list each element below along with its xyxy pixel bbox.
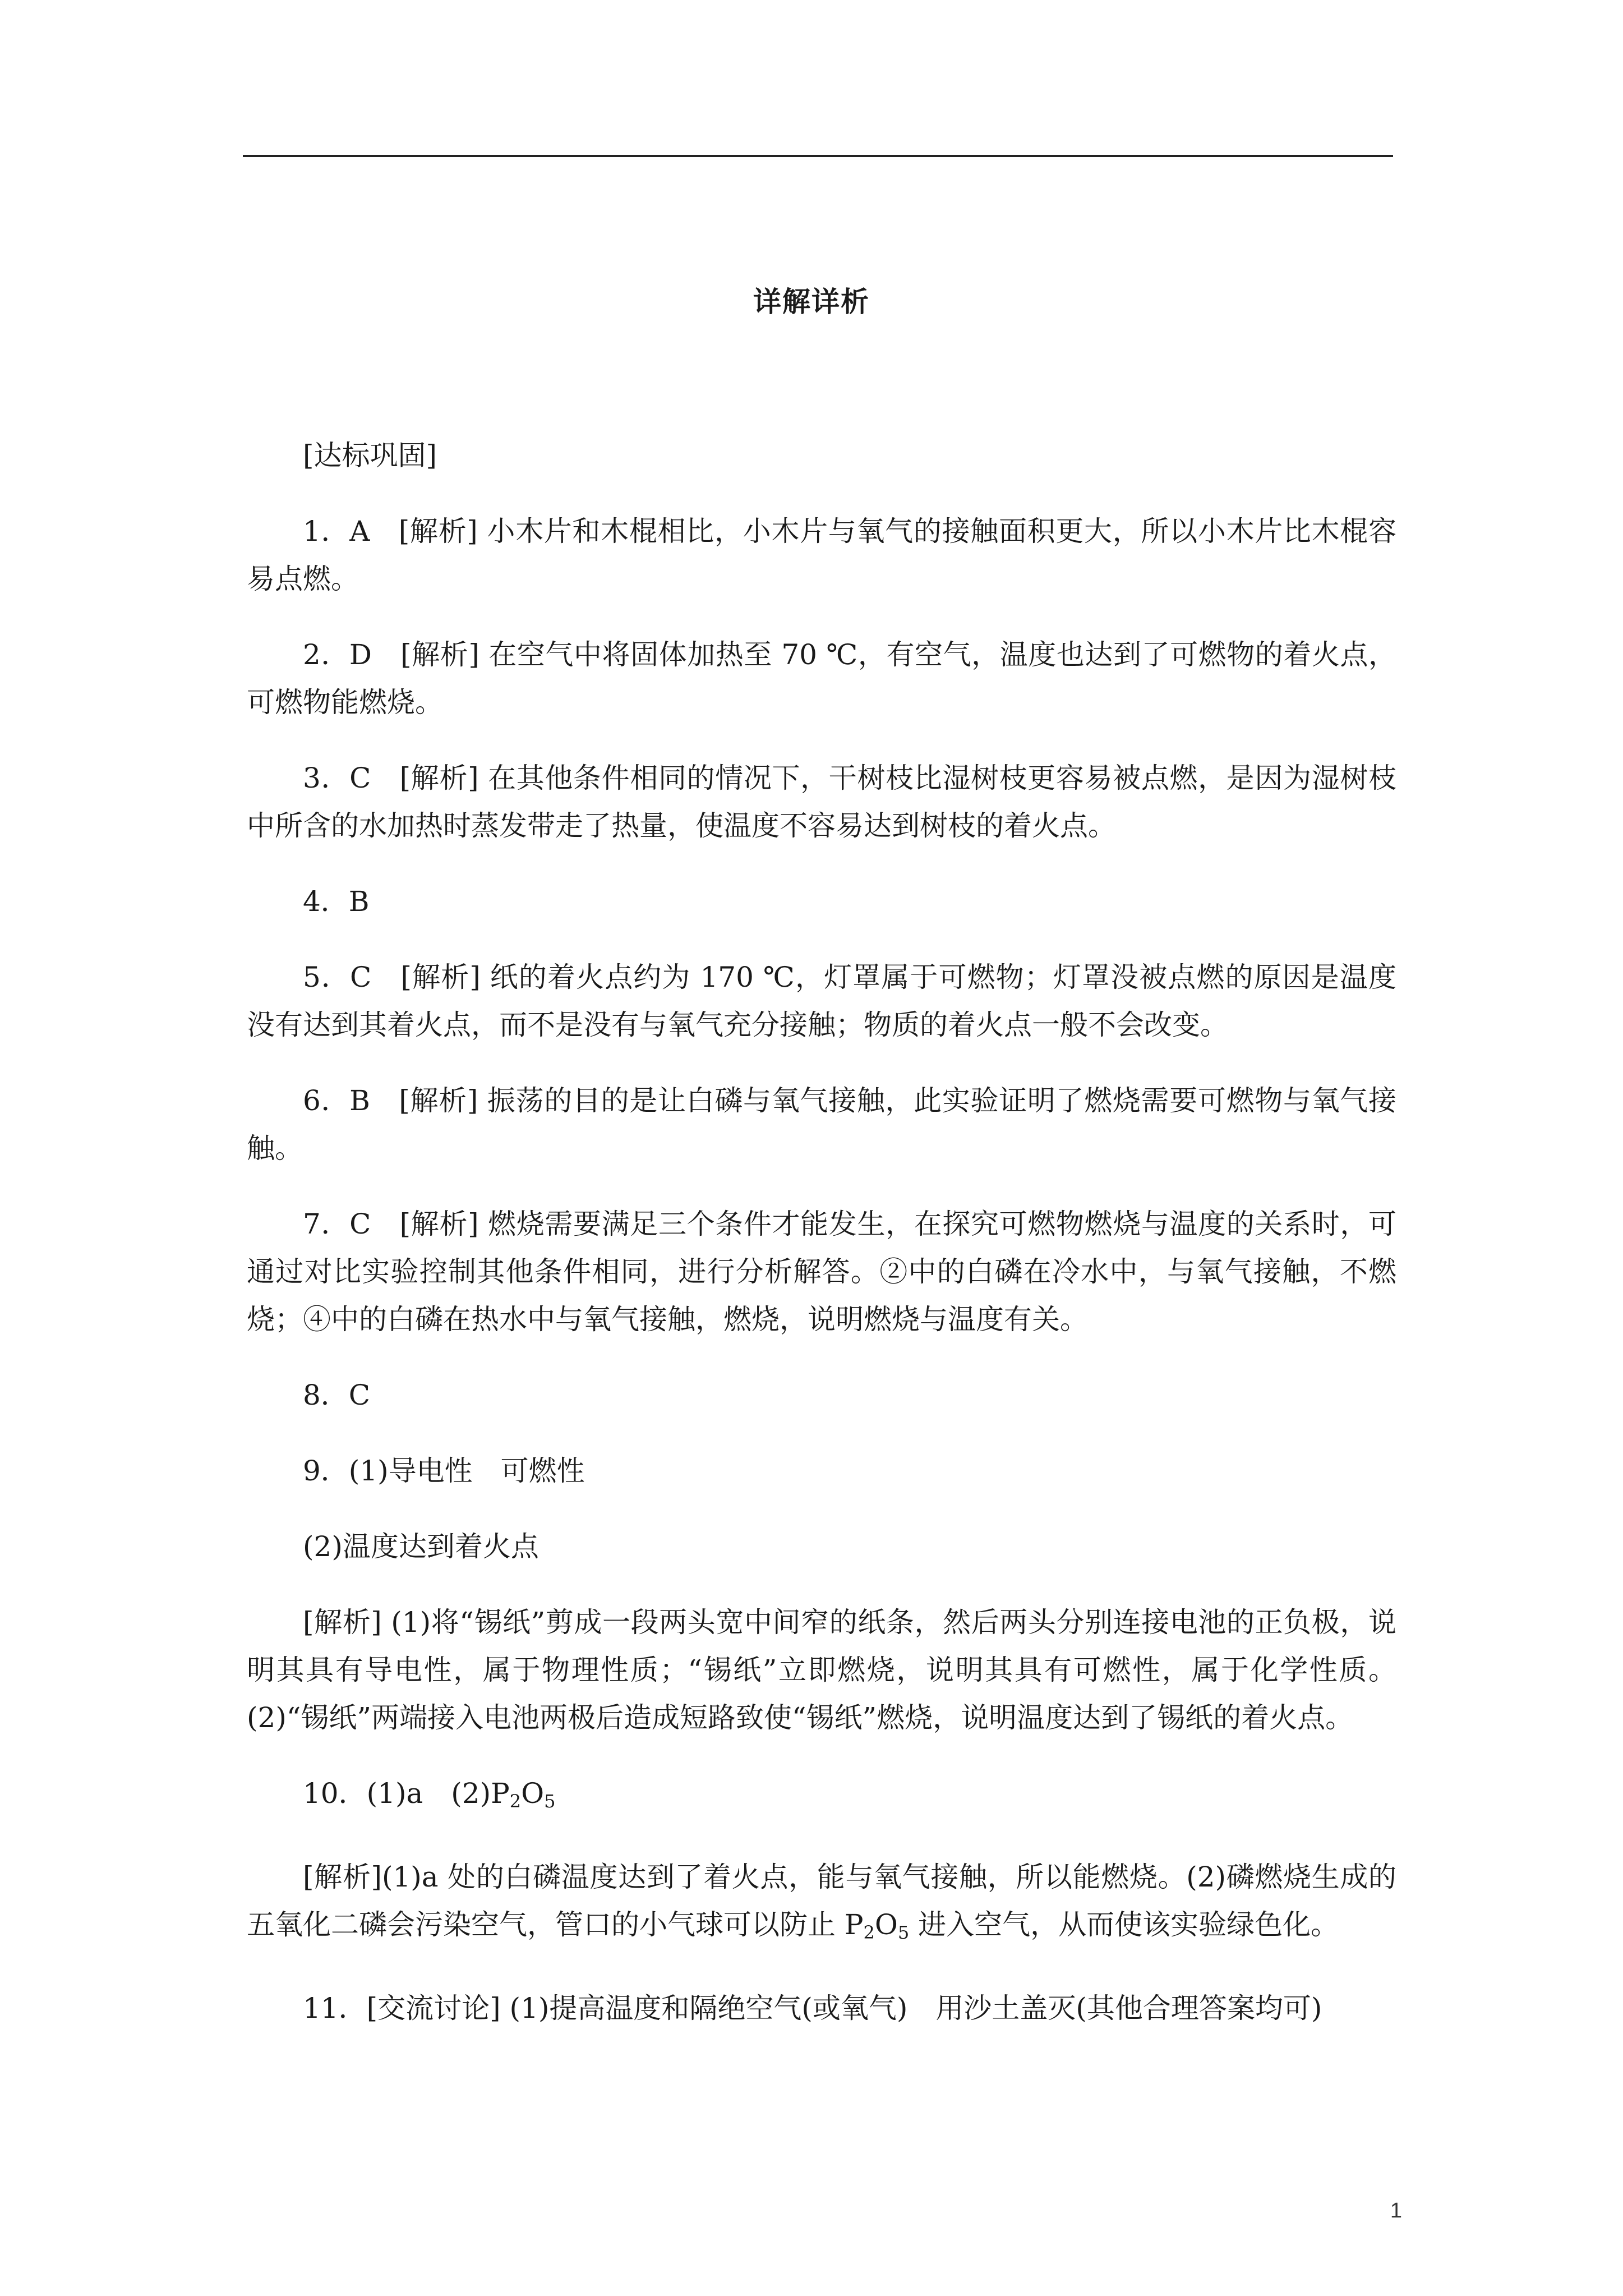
answer-10-oxygen: O <box>521 1777 545 1810</box>
answer-10 <box>247 1770 1396 1825</box>
answer-7: 7．C [解析] 燃烧需要满足三个条件才能发生，在探究可燃物燃烧与温度的关系时，可通过对比实验控制其他条件相同，进行分析解答。②中的白磷在冷水中，与氧气接触，不燃烧；④中的白磷在热水中与氧气接触，燃烧，说明燃烧与温度有关。 <box>247 1208 1396 1336</box>
answer-9-part-1: 9．(1)导电性 可燃性 <box>303 1455 585 1487</box>
answer-10-analysis-text-1: [解析](1)a 处的白磷温度达到了着火点，能与氧气接触，所以能燃烧。(2)磷燃烧生成的五氧化二磷会污染空气，管口的小气球可以防止 P <box>247 1861 1396 1941</box>
answer-10-subscript-1: 2 <box>509 1791 522 1812</box>
answer-11: 11．[交流讨论] (1)提高温度和隔绝空气(或氧气) 用沙土盖灭(其他合理答案均可) <box>303 1992 1322 2024</box>
answer-10-analysis-oxygen: O <box>874 1908 898 1941</box>
answer-10-analysis-subscript-1: 2 <box>863 1922 875 1943</box>
answer-9-analysis: [解析] (1)将“锡纸”剪成一段两头宽中间窄的纸条，然后两头分别连接电池的正负极，说明其具有导电性，属于物理性质；“锡纸”立即燃烧，说明其具有可燃性，属于化学性质。(2)“锡纸”两端接入电池两极后造成短路致使“锡纸”燃烧，说明温度达到了锡纸的着火点。 <box>247 1606 1396 1734</box>
answer-2: 2．D [解析] 在空气中将固体加热至 70 ℃，有空气，温度也达到了可燃物的着火点，可燃物能燃烧。 <box>247 638 1396 719</box>
answer-3: 3．C [解析] 在其他条件相同的情况下，干树枝比湿树枝更容易被点燃，是因为湿树枝中所含的水加热时蒸发带走了热量，使温度不容易达到树枝的着火点。 <box>247 762 1396 842</box>
page-number: 1 <box>1390 2199 1402 2223</box>
answer-1: 1．A [解析] 小木片和木棍相比，小木片与氧气的接触面积更大，所以小木片比木棍容易点燃。 <box>247 515 1396 595</box>
answer-9-part-2: (2)温度达到着火点 <box>303 1530 539 1563</box>
document-body <box>247 432 1396 2060</box>
answer-5: 5．C [解析] 纸的着火点约为 170 ℃，灯罩属于可燃物；灯罩没被点燃的原因是温度没有达到其着火点，而不是没有与氧气充分接触；物质的着火点一般不会改变。 <box>247 961 1396 1041</box>
answer-10-analysis-subscript-2: 5 <box>897 1922 910 1943</box>
page-title: 详解详析 <box>753 285 870 318</box>
section-heading: [达标巩固] <box>303 439 437 472</box>
header-rule <box>243 155 1393 157</box>
answer-10-analysis-text-2: 进入空气，从而使该实验绿色化。 <box>909 1908 1339 1941</box>
answer-4: 4．B <box>303 885 370 918</box>
answer-8: 8．C <box>303 1379 371 1411</box>
answer-10-text: 10．(1)a (2)P <box>303 1777 510 1810</box>
answer-10-subscript-2: 5 <box>544 1791 556 1812</box>
answer-6: 6．B [解析] 振荡的目的是让白磷与氧气接触，此实验证明了燃烧需要可燃物与氧气接触。 <box>247 1084 1396 1165</box>
answer-10-analysis <box>247 1853 1396 1957</box>
